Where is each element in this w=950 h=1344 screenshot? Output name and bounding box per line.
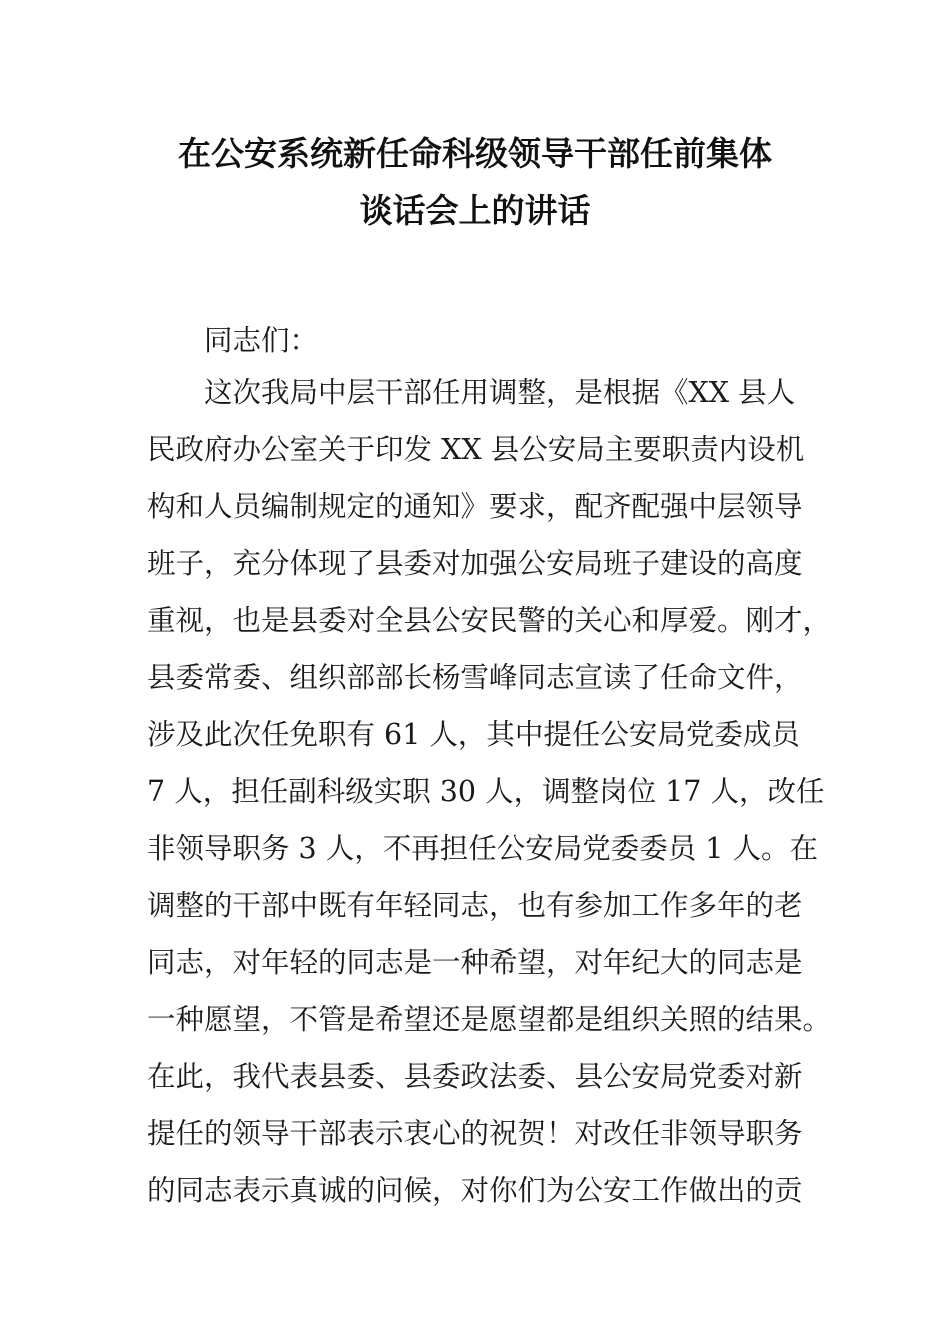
body-line: 构和人员编制规定的通知》要求，配齐配强中层领导 [147, 490, 803, 523]
body-line: 一种愿望，不管是希望还是愿望都是组织关照的结果。 [147, 1003, 832, 1036]
body-line: 民政府办公室关于印发 XX 县公安局主要职责内设机 [147, 433, 805, 466]
salutation: 同志们： [204, 324, 319, 357]
body-line: 这次我局中层干部任用调整，是根据《XX 县人 [204, 376, 796, 409]
body-line: 非领导职务 3 人，不再担任公安局党委委员 1 人。在 [147, 832, 819, 865]
body-line: 班子，充分体现了县委对加强公安局班子建设的高度 [147, 547, 803, 580]
body-line: 重视，也是县委对全县公安民警的关心和厚爱。刚才， [147, 604, 832, 637]
body-line: 同志，对年轻的同志是一种希望，对年纪大的同志是 [147, 946, 803, 979]
document-title-line-2: 谈话会上的讲话 [359, 191, 591, 230]
body-line: 涉及此次任免职有 61 人，其中提任公安局党委成员 [147, 718, 800, 751]
body-line: 7 人，担任副科级实职 30 人，调整岗位 17 人，改任 [147, 775, 825, 808]
document-title-line-1: 在公安系统新任命科级领导干部任前集体 [178, 134, 772, 173]
body-line: 的同志表示真诚的问候，对你们为公安工作做出的贡 [147, 1174, 803, 1207]
body-line: 县委常委、组织部部长杨雪峰同志宣读了任命文件， [147, 661, 803, 694]
body-line: 调整的干部中既有年轻同志，也有参加工作多年的老 [147, 889, 803, 922]
body-line: 提任的领导干部表示衷心的祝贺！对改任非领导职务 [147, 1117, 803, 1150]
body-line: 在此，我代表县委、县委政法委、县公安局党委对新 [147, 1060, 803, 1093]
